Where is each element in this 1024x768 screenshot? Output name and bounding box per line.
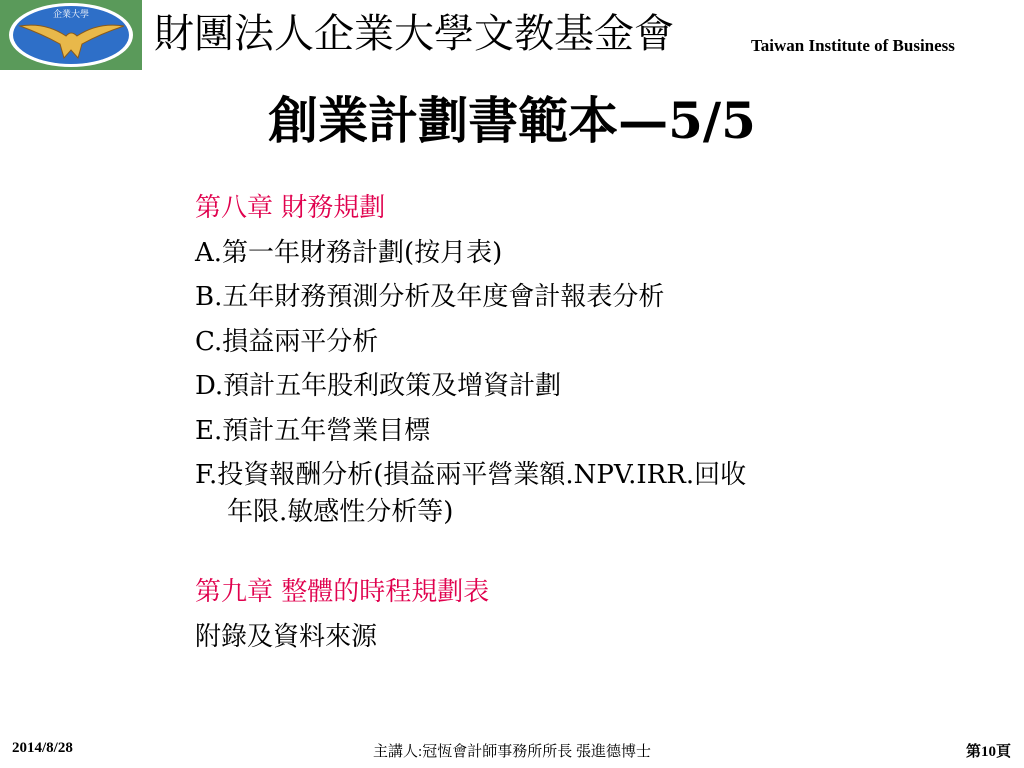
list-item-c: C.損益兩平分析: [195, 326, 379, 357]
list-item-e: E.預計五年營業目標: [195, 415, 431, 446]
footer-date: 2014/8/28: [12, 740, 73, 756]
footer-speaker: 主講人:冠恆會計師事務所所長 張進德博士: [373, 744, 651, 760]
footer-page-number: 第10頁: [965, 744, 1011, 760]
list-item-f-continued: 年限.敏感性分析等): [227, 496, 454, 527]
slide-content: [195, 186, 935, 659]
org-name-english: Taiwan Institute of Business: [751, 36, 955, 55]
slide-title: 創業計劃書範本—5/5: [268, 91, 756, 150]
list-item-b: B.五年財務預測分析及年度會計報表分析: [195, 282, 665, 312]
logo: [0, 0, 142, 70]
list-item-a: A.第一年財務計劃(按月表): [195, 237, 503, 268]
chapter-9-heading: 第九章 整體的時程規劃表: [195, 577, 490, 607]
logo-caption: 企業大學: [52, 10, 90, 20]
list-item-f: F.投資報酬分析(損益兩平營業額.NPV.IRR.回收: [195, 460, 747, 490]
appendix-line: 附錄及資料來源: [195, 621, 378, 652]
list-item-d: D.預計五年股利政策及增資計劃: [195, 371, 562, 401]
org-name: 財團法人企業大學文教基金會: [154, 11, 674, 57]
chapter-8-heading: 第八章 財務規劃: [195, 193, 386, 223]
